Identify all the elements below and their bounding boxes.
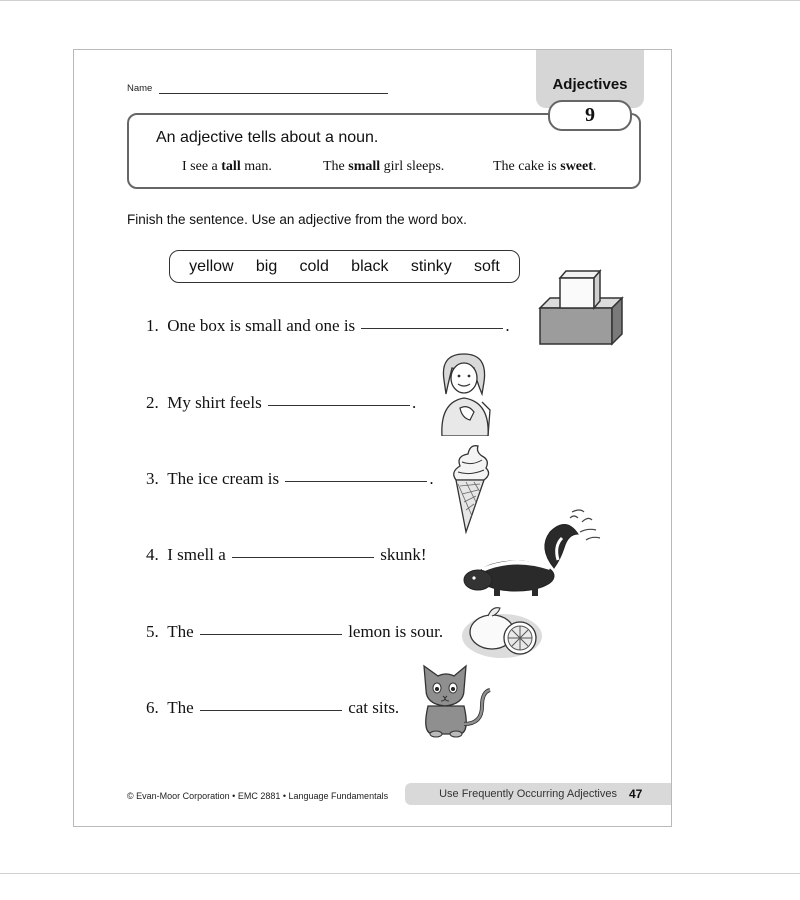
word-box-word: cold [299,257,329,275]
lemon-illustration [458,600,550,662]
word-box-word: black [351,257,389,275]
category-title: Adjectives [552,76,628,93]
answer-blank[interactable] [232,557,374,558]
word-box-word: soft [474,257,500,275]
rule-statement: An adjective tells about a noun. [156,129,379,146]
example-sentence: I see a tall man. [182,159,272,174]
bottom-divider [0,873,800,874]
copyright-text: © Evan-Moor Corporation • EMC 2881 • Language Fundamentals [127,791,389,801]
answer-blank[interactable] [268,405,410,406]
instruction-text: Finish the sentence. Use an adjective from the word box. [127,212,467,227]
answer-blank[interactable] [200,634,342,635]
name-label: Name [127,83,153,94]
page-number: 47 [629,787,643,801]
word-box-word: yellow [189,257,234,275]
standard-label: Use Frequently Occurring Adjectives [439,788,617,800]
footer-bar [405,783,671,805]
answer-blank[interactable] [285,481,427,482]
top-divider [0,0,800,1]
answer-blank[interactable] [200,710,342,711]
word-box-word: stinky [410,257,452,275]
sentence-item-1: 1. One box is small and one is . [146,316,510,335]
sentence-item-5: 5. The lemon is sour. [146,622,444,641]
example-sentence: The cake is sweet. [493,159,597,174]
word-box-word: big [255,257,278,275]
skunk-illustration [454,508,602,600]
word-box [169,250,520,283]
lesson-number-badge: 9 [548,100,632,131]
name-line [159,93,388,94]
sentence-item-2: 2. My shirt feels . [146,393,417,412]
worksheet-page [73,49,672,827]
example-sentence: The small girl sleeps. [323,159,445,174]
sentence-item-3: 3. The ice cream is . [146,469,434,488]
boxes-illustration [536,268,626,348]
cat-illustration [416,662,494,738]
sentence-item-6: 6. The cat sits. [146,698,400,717]
answer-blank[interactable] [361,328,503,329]
girl-illustration [430,350,500,436]
sentence-item-4: 4. I smell a skunk! [146,545,427,564]
